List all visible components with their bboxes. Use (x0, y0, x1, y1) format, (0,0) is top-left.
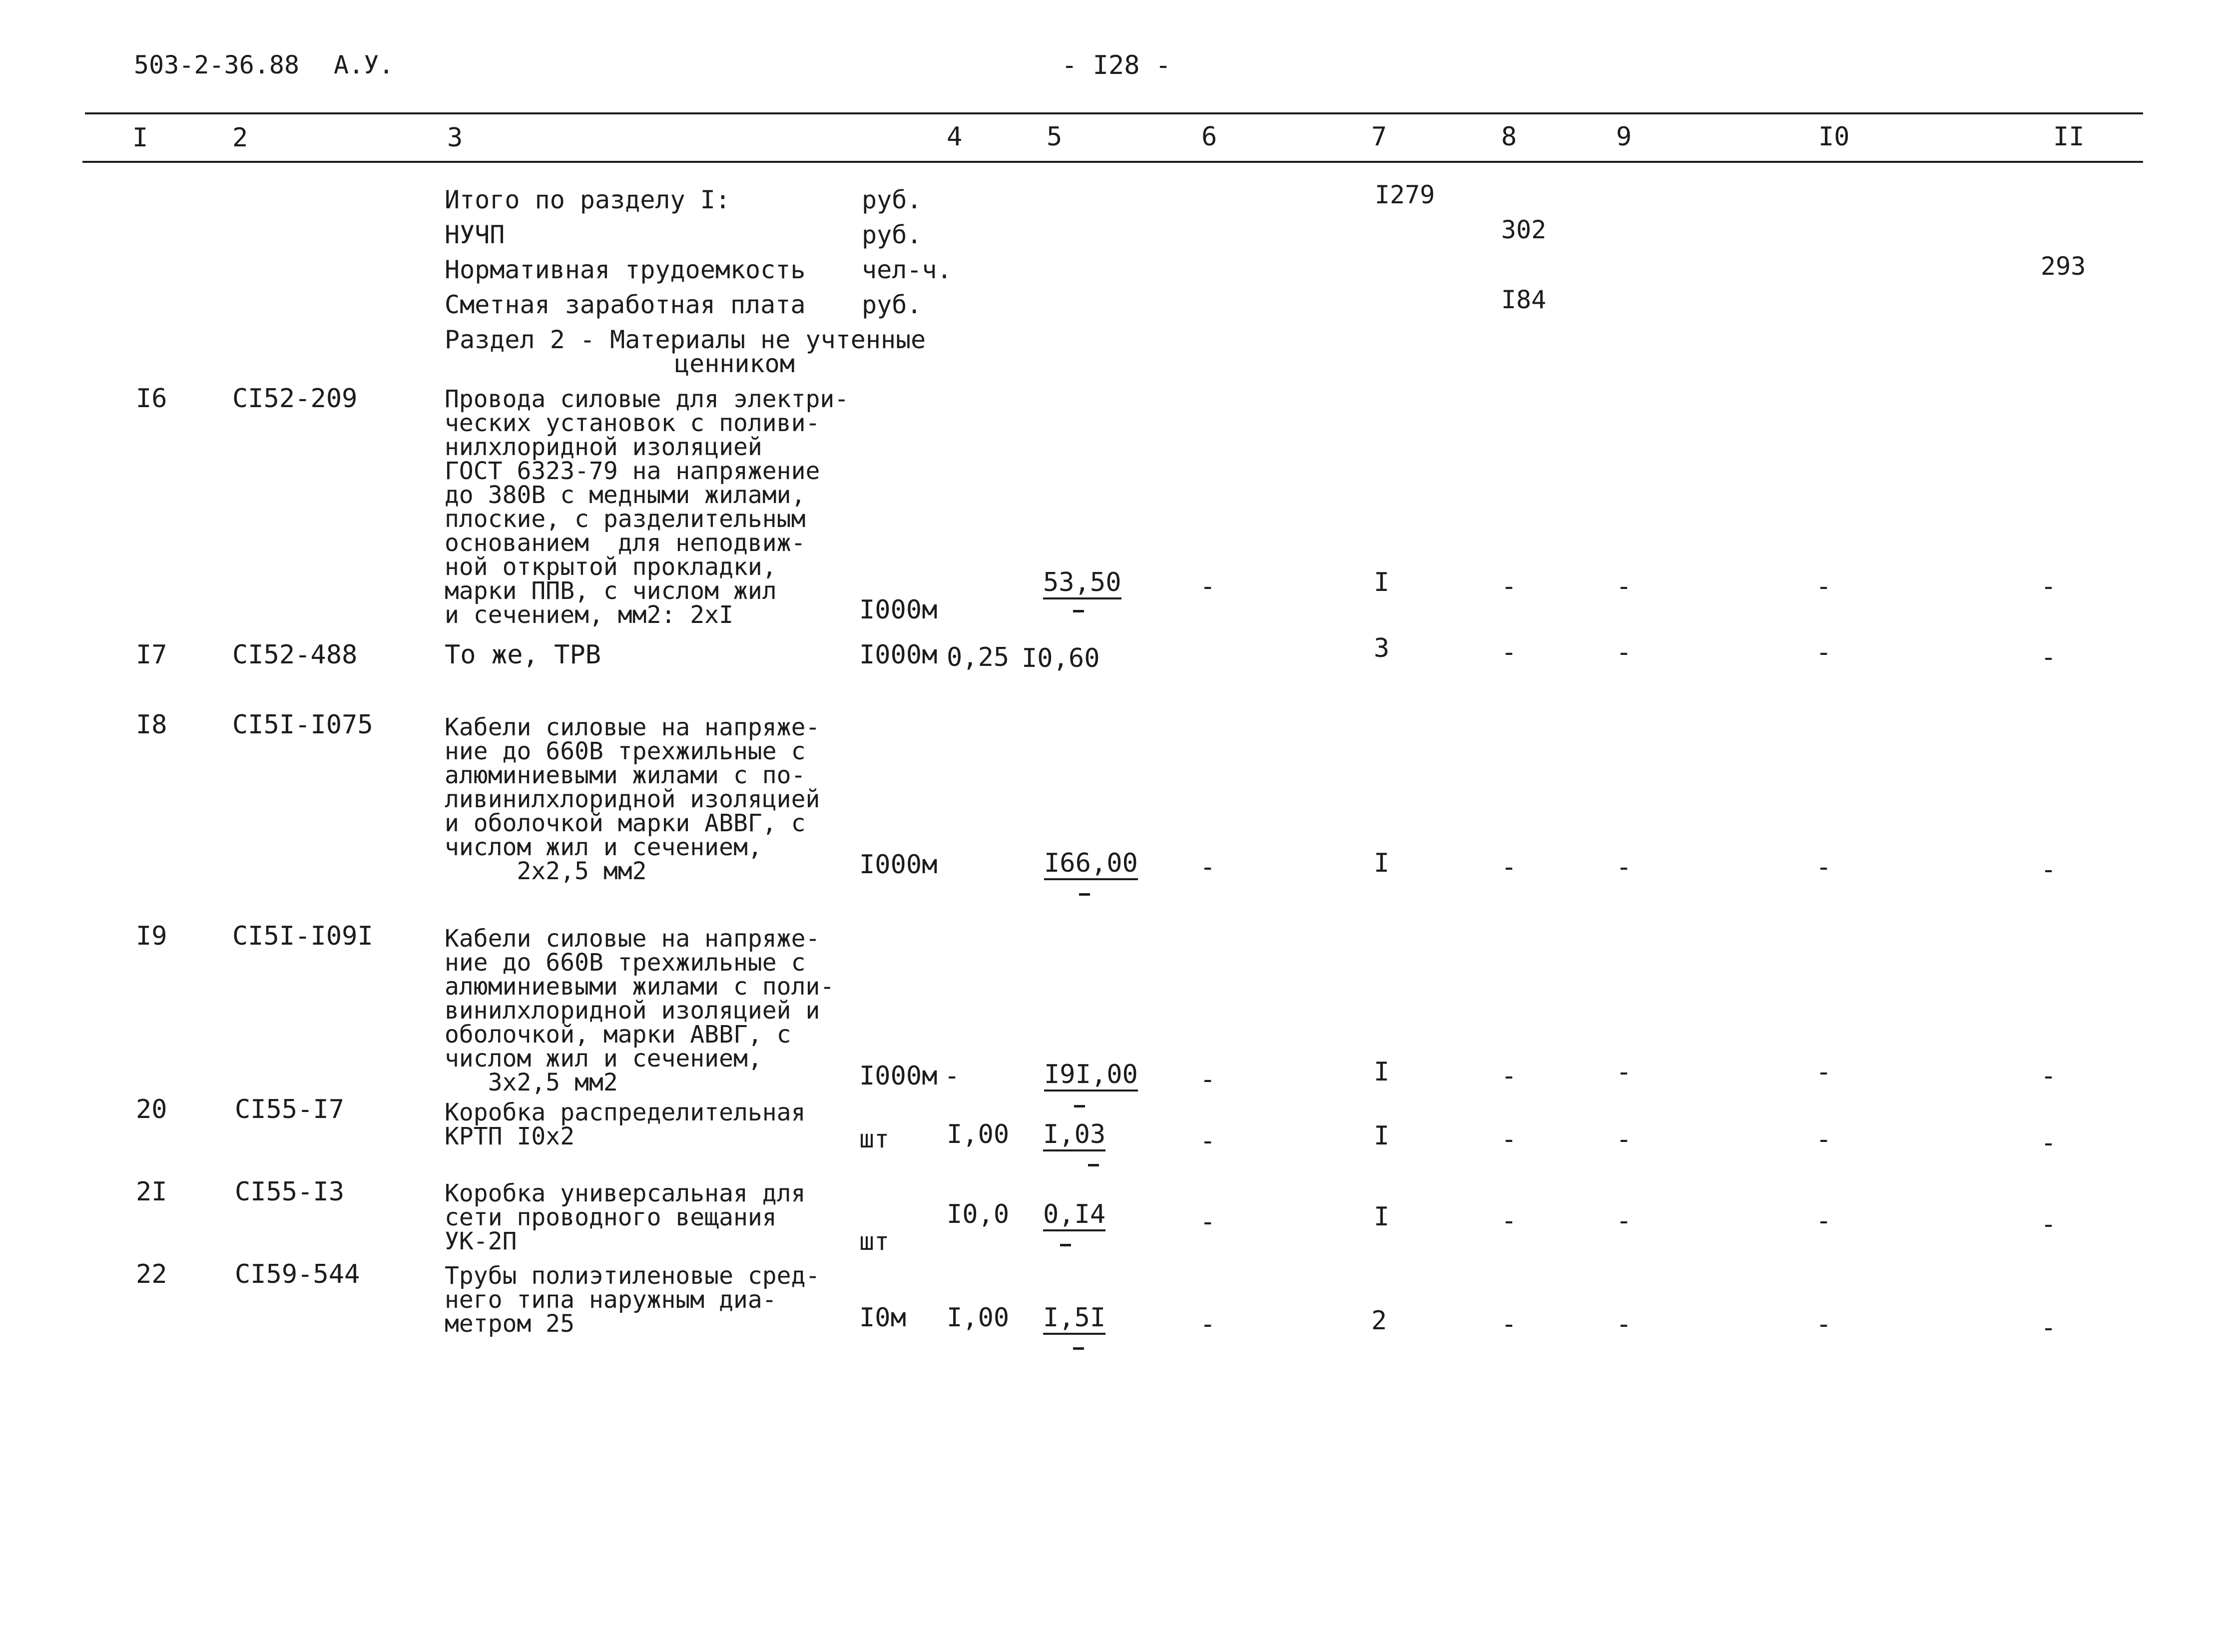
row-number: I8 (136, 710, 167, 740)
row-code: CI59-544 (235, 1259, 360, 1289)
row-col8: - (1501, 1206, 1517, 1236)
row-price: I,5I (1043, 1305, 1106, 1335)
column-number: 4 (947, 122, 963, 152)
row-code: CI52-209 (232, 384, 358, 414)
row-price: I66,00 (1044, 850, 1138, 880)
row-price-subvalue (1088, 1164, 1099, 1166)
row-price-subvalue (1060, 1244, 1071, 1246)
row-col11: - (2041, 1061, 2057, 1091)
column-number: 7 (1371, 122, 1387, 152)
column-number: 5 (1047, 122, 1063, 152)
row-description: Коробка распределительная КРТП I0x2 (445, 1099, 806, 1150)
row-col6: - (1200, 1126, 1216, 1156)
row-price: I9I,00 (1044, 1062, 1138, 1092)
page-number: - I28 - (1062, 50, 1171, 80)
row-col7: 3 (1374, 633, 1390, 663)
row-code: CI5I-I075 (232, 710, 373, 740)
row-col10: - (1816, 1206, 1832, 1236)
column-number: I0 (1818, 122, 1850, 152)
row-price-subvalue (1074, 1105, 1085, 1107)
row-number: 2I (136, 1177, 167, 1207)
row-col6: - (1200, 1065, 1216, 1095)
row-col8: - (1501, 1124, 1517, 1154)
section-heading: Раздел 2 - Материалы не учтенные (445, 325, 926, 354)
row-col10: - (1816, 852, 1832, 882)
totals-unit: руб. (862, 220, 922, 249)
row-col11: - (2041, 855, 2057, 885)
row-code: CI55-I3 (235, 1177, 345, 1207)
row-col10: - (1816, 637, 1832, 667)
row-col8: - (1501, 571, 1517, 601)
row-col11: - (2041, 1209, 2057, 1239)
column-number: 2 (232, 123, 248, 153)
row-col6: - (1200, 571, 1216, 601)
row-description: Трубы полиэтиленовые сред- него типа наружным диа- метром 25 (445, 1262, 820, 1338)
row-price-subvalue (1073, 1347, 1084, 1350)
row-unit: шт (859, 1124, 890, 1153)
column-number: I (132, 123, 148, 153)
row-number: I6 (136, 384, 167, 414)
row-description: Коробка универсальная для сети проводного вещания УК-2П (445, 1179, 806, 1255)
totals-value: I84 (1501, 285, 1547, 314)
row-col6: - (1200, 852, 1216, 882)
row-number: I7 (136, 640, 167, 670)
row-code: CI5I-I09I (232, 921, 373, 951)
row-col7: I (1374, 848, 1390, 878)
row-number: 22 (136, 1259, 167, 1289)
row-quantity: 0,25 (947, 642, 1010, 672)
row-col7: 2 (1371, 1306, 1387, 1336)
row-unit: I000м (859, 850, 938, 880)
row-col7: I (1374, 1121, 1390, 1151)
totals-value: 293 (2041, 252, 2086, 281)
row-col10: - (1816, 1309, 1832, 1339)
row-code: CI52-488 (232, 640, 358, 670)
row-quantity: I0,0 (947, 1199, 1010, 1229)
totals-value: I279 (1375, 180, 1435, 209)
row-quantity: I,00 (947, 1119, 1010, 1149)
column-number: 3 (447, 123, 463, 153)
row-unit: I000м (859, 595, 938, 625)
totals-label: Нормативная трудоемкость (445, 255, 806, 284)
totals-unit: чел-ч. (862, 255, 952, 284)
row-price-subvalue (1079, 893, 1090, 896)
totals-label: НУЧП (445, 220, 505, 249)
row-number: I9 (136, 921, 167, 951)
row-col10: - (1816, 571, 1832, 601)
row-price: I,03 (1043, 1121, 1106, 1151)
row-description: Кабели силовые на напряже- ние до 660В трехжильные с алюминиевыми жилами с по- ливинилхлоридной изоляцией и оболочкой марки АВВГ, с числом жил и сечением, 2x2,5 мм2 (445, 713, 820, 885)
row-col9: - (1616, 1309, 1632, 1339)
row-quantity: - (944, 1061, 960, 1091)
header-top-rule (85, 112, 2143, 114)
row-price: I0,60 (1022, 643, 1100, 673)
totals-unit: руб. (862, 290, 922, 319)
document-suffix: А.У. (334, 50, 394, 79)
row-col10: - (1816, 1124, 1832, 1154)
totals-unit: руб. (862, 185, 922, 214)
row-col8: - (1501, 637, 1517, 667)
row-col11: - (2041, 571, 2057, 601)
totals-value: 302 (1501, 215, 1547, 244)
row-quantity: I,00 (947, 1303, 1010, 1333)
row-col9: - (1616, 852, 1632, 882)
row-col11: - (2041, 1128, 2057, 1158)
row-code: CI55-I7 (235, 1095, 345, 1124)
row-col9: - (1616, 1206, 1632, 1236)
row-col9: - (1616, 1124, 1632, 1154)
row-price-subvalue (1073, 610, 1084, 612)
row-col8: - (1501, 1061, 1517, 1091)
row-col7: I (1374, 1202, 1390, 1232)
column-number: 9 (1616, 122, 1632, 152)
row-unit: шт (859, 1227, 890, 1256)
row-description: То же, ТРВ (445, 640, 601, 670)
row-col7: I (1374, 1057, 1390, 1087)
row-col7: I (1374, 567, 1390, 597)
row-col6: - (1200, 1309, 1216, 1339)
row-description: Провода силовые для электри- ческих установок с поливи- нилхлоридной изоляцией ГОСТ 6323-79 на напряжение до 380В с медными жилами, плоские, с разделительным основанием для неподвиж- ной открытой прокладки, марки ППВ, с числом жил и сечением, мм2: 2xI (445, 385, 849, 629)
section-heading-continuation: ценником (674, 349, 795, 378)
row-description: Кабели силовые на напряже- ние до 660В трехжильные с алюминиевыми жилами с поли- винилхлоридной изоляцией и оболочкой, марки АВВГ, с числом жил и сечением, 3x2,5 мм2 (445, 925, 835, 1097)
row-unit: I000м (859, 640, 938, 670)
row-unit: I0м (859, 1303, 906, 1333)
row-col9: - (1616, 1057, 1632, 1087)
column-number: 6 (1201, 122, 1217, 152)
row-price: 53,50 (1043, 569, 1121, 599)
row-col11: - (2041, 642, 2057, 672)
row-col9: - (1616, 571, 1632, 601)
row-col11: - (2041, 1313, 2057, 1343)
row-col9: - (1616, 637, 1632, 667)
row-price: 0,I4 (1043, 1201, 1106, 1231)
row-col6: - (1200, 1207, 1216, 1237)
row-col8: - (1501, 852, 1517, 882)
row-unit: I000м (859, 1061, 938, 1091)
row-number: 20 (136, 1095, 167, 1124)
totals-label: Сметная заработная плата (445, 290, 806, 319)
header-bottom-rule (82, 161, 2143, 163)
column-number: II (2053, 122, 2085, 152)
document-code: 503-2-36.88 (134, 50, 300, 79)
totals-label: Итого по разделу I: (445, 185, 730, 214)
row-col10: - (1816, 1057, 1832, 1087)
row-col8: - (1501, 1309, 1517, 1339)
column-number: 8 (1501, 122, 1517, 152)
